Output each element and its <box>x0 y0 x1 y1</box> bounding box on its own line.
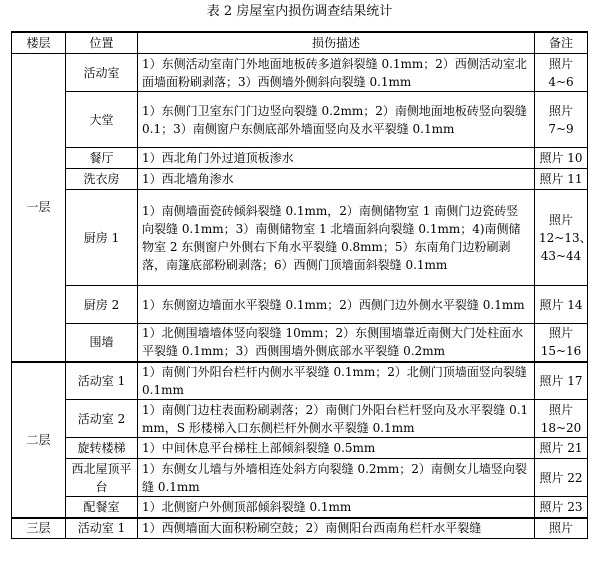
table-row <box>12 324 588 362</box>
note-line: 照片 <box>548 212 573 227</box>
table-row <box>12 169 588 190</box>
note-line: 15~16 <box>540 344 582 359</box>
note-cell: 照片 10 <box>535 148 588 169</box>
note-line: 照片 <box>548 103 573 118</box>
description-cell: 1）东侧活动室南门外地面地板砖多道斜裂缝 0.1mm；2）西侧活动室北面墙面粉刷剥落；3）西侧墙外侧斜向裂缝 0.1mm <box>138 54 535 92</box>
position-cell: 餐厅 <box>66 148 138 169</box>
table-row <box>12 362 588 400</box>
note-cell: 照片 23 <box>535 497 588 518</box>
note-cell <box>535 190 592 286</box>
description-cell: 1）东侧女儿墙与外墙相连处斜方向裂缝 0.2mm；2）南侧女儿墙竖向裂缝 0.1mm <box>138 459 535 497</box>
note-cell: 照片 22 <box>535 459 588 497</box>
header-note: 备注 <box>535 32 588 54</box>
description-cell: 1）北侧窗户外侧顶部倾斜裂缝 0.1mm <box>138 497 535 518</box>
note-line: 43~44 <box>540 248 582 263</box>
description-cell: 1）西北角门外过道顶板渗水 <box>138 148 535 169</box>
description-cell: 1）东侧窗边墙面水平裂缝 0.1mm；2）西侧门边外侧水平裂缝 0.1mm <box>138 286 535 324</box>
table-row <box>12 459 588 497</box>
note-line: 12~13、 <box>539 230 592 245</box>
note-cell <box>535 54 588 92</box>
position-cell: 活动室 1 <box>66 518 138 539</box>
table-row <box>12 54 588 92</box>
description-cell: 1）南侧门边柱表面粉刷剥落；2）南侧门外阳台栏杆竖向及水平裂缝 0.1mm，S 形楼梯入口东侧栏杆外侧水平裂缝 0.1mm <box>138 400 535 438</box>
floor-cell: 一层 <box>12 54 66 362</box>
position-cell: 西北屋顶平台 <box>66 459 138 497</box>
note-line: 7~9 <box>548 121 574 136</box>
description-cell: 1）中间休息平台梯柱上部倾斜裂缝 0.5mm <box>138 438 535 459</box>
description-cell: 1）南侧墙面瓷砖倾斜裂缝 0.1mm，2）南侧储物室 1 南侧门边瓷砖竖向裂缝 0.1mm；3）南侧储物室 1 北墙面斜向裂缝 0.1mm；4)南侧储物室 2 东侧窗户外侧右下角水平裂缝 0.8mm；5）东南角门边粉刷剥落，南篷底部粉刷剥落；6）西侧门顶墙面斜裂缝 0.1mm <box>138 190 535 286</box>
note-cell: 照片 11 <box>535 169 588 190</box>
description-cell: 1）东侧门卫室东门门边竖向裂缝 0.2mm；2）南侧地面地板砖竖向裂缝 0.1；3）南侧窗户东侧底部外墙面竖向及水平裂缝 0.1mm <box>138 92 535 148</box>
note-cell: 照片 21 <box>535 438 588 459</box>
floor-cell: 二层 <box>12 362 66 518</box>
note-line: 照片 <box>548 326 573 341</box>
header-position: 位置 <box>66 32 138 54</box>
position-cell: 围墙 <box>66 324 138 362</box>
table-row <box>12 497 588 518</box>
description-cell: 1）西北墙角渗水 <box>138 169 535 190</box>
position-cell: 活动室 1 <box>66 362 138 400</box>
position-cell: 活动室 <box>66 54 138 92</box>
table-row <box>12 438 588 459</box>
position-cell: 厨房 1 <box>66 190 138 286</box>
note-line: 18~20 <box>540 420 582 435</box>
description-cell: 1）西侧墙面大面积粉刷空鼓；2）南侧阳台西南角栏杆水平裂缝 <box>138 518 535 539</box>
note-line: 照片 <box>548 402 573 417</box>
note-cell <box>535 92 588 148</box>
table-row <box>12 518 588 539</box>
floor-cell: 三层 <box>12 518 66 539</box>
table-row <box>12 190 588 286</box>
note-cell: 照片 17 <box>535 362 588 400</box>
note-cell: 照片 <box>535 518 588 539</box>
description-cell: 1）北侧围墙墙体竖向裂缝 10mm；2）东侧围墙靠近南侧大门处柱面水平裂缝 0.1mm；3）西侧围墙外侧底部水平裂缝 0.2mm <box>138 324 535 362</box>
header-description: 损伤描述 <box>138 32 535 54</box>
table-row <box>12 286 588 324</box>
table-row <box>12 400 588 438</box>
note-line: 4~6 <box>548 74 574 89</box>
note-line: 照片 <box>548 56 573 71</box>
position-cell: 活动室 2 <box>66 400 138 438</box>
position-cell: 配餐室 <box>66 497 138 518</box>
note-cell <box>535 324 588 362</box>
note-cell <box>535 400 588 438</box>
table-caption: 表 2 房屋室内损伤调查结果统计 <box>206 4 393 19</box>
table-row <box>12 148 588 169</box>
damage-survey-table <box>11 31 592 539</box>
position-cell: 厨房 2 <box>66 286 138 324</box>
position-cell: 旋转楼梯 <box>66 438 138 459</box>
position-cell: 洗衣房 <box>66 169 138 190</box>
note-cell: 照片 14 <box>535 286 588 324</box>
table-header-row <box>12 32 588 54</box>
position-cell: 大堂 <box>66 92 138 148</box>
description-cell: 1）南侧门外阳台栏杆内侧水平裂缝 0.1mm；2）北侧门顶墙面竖向裂缝 0.1mm <box>138 362 535 400</box>
table-row <box>12 92 588 148</box>
header-floor: 楼层 <box>12 32 66 54</box>
